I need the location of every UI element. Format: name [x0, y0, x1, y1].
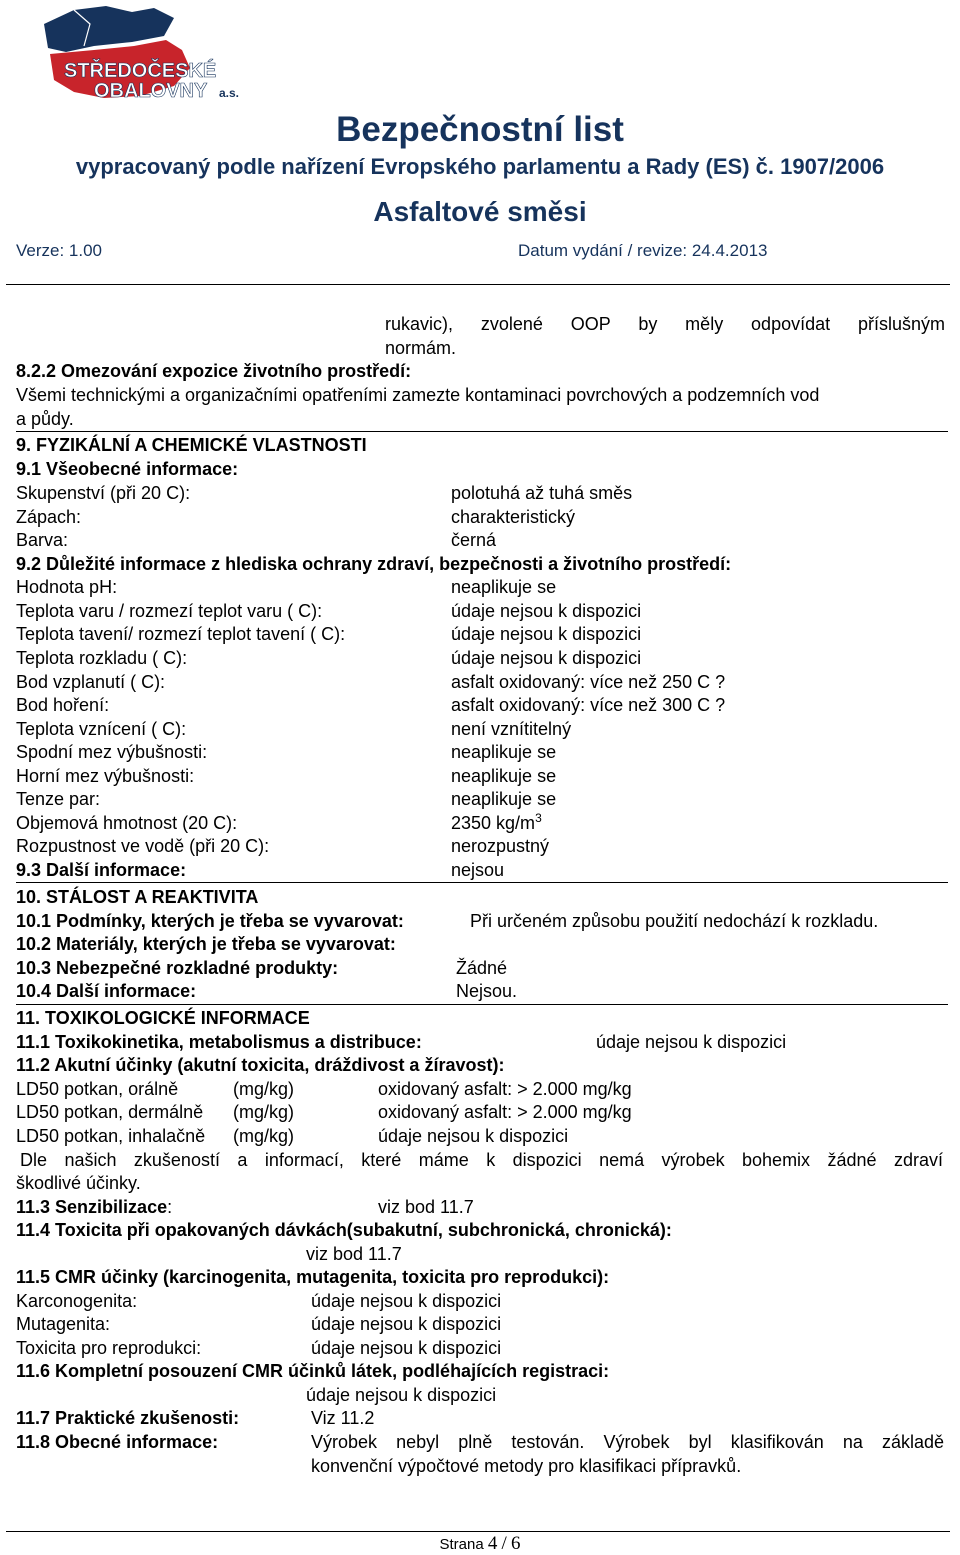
section-10-divider	[16, 882, 948, 883]
section-11-1-value: údaje nejsou k dispozici	[596, 1032, 787, 1052]
property-value: nerozpustný	[451, 836, 550, 856]
header-divider	[6, 284, 950, 285]
property-value: neaplikuje se	[451, 577, 557, 597]
toxicity-note-line1: Dle našich zkušeností a informací, které máme k dispozici nemá výrobek bohemix žádné zdraví	[20, 1150, 943, 1170]
ld50-value: oxidovaný asfalt: > 2.000 mg/kg	[378, 1102, 632, 1122]
document-subtitle: vypracovaný podle nařízení Evropského parlamentu a Rady (ES) č. 1907/2006	[75, 154, 885, 179]
cmr-label: Karconogenita:	[16, 1291, 138, 1311]
section-11-4-heading: 11.4 Toxicita při opakovaných dávkách(subakutní, subchronická, chronická):	[16, 1220, 672, 1240]
section-11-1-label: 11.1 Toxikokinetika, metabolismus a distribuce:	[16, 1032, 422, 1052]
property-label: Teplota vznícení ( C):	[16, 719, 187, 739]
density-unit-superscript: 3	[535, 811, 542, 825]
toxicity-note-line2: škodlivé účinky.	[16, 1173, 141, 1193]
section-10-2-label: 10.2 Materiály, kterých je třeba se vyvarovat:	[16, 934, 396, 954]
density-value: 2350 kg/m	[451, 813, 536, 833]
section-11-8-text-line2: konvenční výpočtové metody pro klasifikaci přípravků.	[311, 1456, 742, 1476]
property-value	[451, 812, 542, 835]
property-label: Rozpustnost ve vodě (při 20 C):	[16, 836, 270, 856]
ld50-unit: (mg/kg)	[233, 1079, 295, 1099]
ld50-unit: (mg/kg)	[233, 1102, 295, 1122]
section-8-2-2-heading: 8.2.2 Omezování expozice životního prostředí:	[16, 361, 412, 381]
issue-date: Datum vydání / revize: 24.4.2013	[518, 241, 768, 260]
section-11-2-heading: 11.2 Akutní účinky (akutní toxicita, dráždivost a žíravost):	[16, 1055, 505, 1075]
ld50-label: LD50 potkan, orálně	[16, 1079, 179, 1099]
property-value: asfalt oxidovaný: více než 250 C ?	[451, 672, 726, 692]
section-8-2-2-text-line2: a půdy.	[16, 409, 74, 429]
property-value: černá	[451, 530, 497, 550]
s8-continuation-line1: rukavic), zvolené OOP by měly odpovídat příslušným	[385, 314, 945, 334]
section-10-4-value: Nejsou.	[456, 981, 518, 1001]
property-value: neaplikuje se	[451, 789, 557, 809]
property-label: Bod hoření:	[16, 695, 110, 715]
cmr-value: údaje nejsou k dispozici	[311, 1338, 502, 1358]
section-9-3-value: nejsou	[451, 860, 505, 880]
company-logo	[14, 2, 264, 102]
property-value: neaplikuje se	[451, 742, 557, 762]
property-label: Skupenství (při 20 C):	[16, 483, 191, 503]
section-11-8-text-line1: Výrobek nebyl plně testován. Výrobek byl klasifikován na základě	[311, 1432, 944, 1452]
property-label: Teplota varu / rozmezí teplot varu ( C):	[16, 601, 323, 621]
property-label: Spodní mez výbušnosti:	[16, 742, 208, 762]
property-value: asfalt oxidovaný: více než 300 C ?	[451, 695, 726, 715]
property-label: Hodnota pH:	[16, 577, 118, 597]
section-11-6-heading: 11.6 Kompletní posouzení CMR účinků látek, podléhajících registraci:	[16, 1361, 610, 1381]
document-title: Bezpečnostní list	[336, 110, 624, 149]
page-total: 6	[511, 1533, 521, 1554]
property-label: Objemová hmotnost (20 C):	[16, 813, 238, 833]
section-10-4-label: 10.4 Další informace:	[16, 981, 197, 1001]
property-value: údaje nejsou k dispozici	[451, 648, 642, 668]
ld50-label: LD50 potkan, dermálně	[16, 1102, 204, 1122]
property-label: Teplota tavení/ rozmezí teplot tavení ( C):	[16, 624, 346, 644]
section-10-heading: 10. STÁLOST A REAKTIVITA	[16, 887, 259, 907]
page-footer	[0, 1534, 960, 1555]
section-10-3-value: Žádné	[456, 958, 508, 978]
section-9-2-heading: 9.2 Důležité informace z hlediska ochrany zdraví, bezpečnosti a životního prostředí:	[16, 554, 732, 574]
property-label: Bod vzplanutí ( C):	[16, 672, 166, 692]
section-8-2-2-text-line1: Všemi technickými a organizačními opatřeními zamezte kontaminaci povrchových a podzemních vod	[16, 385, 820, 405]
section-9-1-heading: 9.1 Všeobecné informace:	[16, 459, 239, 479]
logo-text-line2: OBALOVNY	[94, 80, 208, 102]
property-value: polotuhá až tuhá směs	[451, 483, 633, 503]
section-11-6-value: údaje nejsou k dispozici	[306, 1385, 497, 1405]
property-value: není vznítitelný	[451, 719, 572, 739]
section-11-3-colon: :	[167, 1197, 173, 1217]
page-label: Strana	[439, 1536, 484, 1553]
ld50-unit: (mg/kg)	[233, 1126, 295, 1146]
property-label: Tenze par:	[16, 789, 101, 809]
section-10-3-label: 10.3 Nebezpečné rozkladné produkty:	[16, 958, 339, 978]
footer-divider	[6, 1531, 950, 1532]
section-11-7-value: Viz 11.2	[311, 1408, 375, 1428]
product-name: Asfaltové směsi	[373, 196, 587, 227]
logo-text-suffix: a.s.	[219, 86, 240, 100]
section-11-7-label: 11.7 Praktické zkušenosti:	[16, 1408, 240, 1428]
property-label: Zápach:	[16, 507, 82, 527]
cmr-value: údaje nejsou k dispozici	[311, 1314, 502, 1334]
section-11-3-label-text: 11.3 Senzibilizace	[16, 1197, 168, 1217]
section-11-4-value: viz bod 11.7	[306, 1244, 402, 1264]
section-11-3-label	[16, 1196, 172, 1219]
section-9-3-heading: 9.3 Další informace:	[16, 860, 187, 880]
section-11-5-heading: 11.5 CMR účinky (karcinogenita, mutagenita, toxicita pro reprodukci):	[16, 1267, 610, 1287]
section-10-1-label: 10.1 Podmínky, kterých je třeba se vyvarovat:	[16, 911, 404, 931]
section-9-divider	[16, 431, 948, 432]
section-9-heading: 9. FYZIKÁLNÍ A CHEMICKÉ VLASTNOSTI	[16, 435, 367, 455]
property-label: Teplota rozkladu ( C):	[16, 648, 188, 668]
section-10-1-value: Při určeném způsobu použití nedochází k rozkladu.	[470, 911, 879, 931]
s8-continuation-line2: normám.	[385, 338, 457, 358]
property-value: charakteristický	[451, 507, 576, 527]
version-label: Verze: 1.00	[16, 241, 103, 260]
section-11-3-value: viz bod 11.7	[378, 1197, 474, 1217]
section-11-divider	[16, 1004, 948, 1005]
section-11-heading: 11. TOXIKOLOGICKÉ INFORMACE	[16, 1008, 310, 1028]
page-number: 4	[487, 1533, 498, 1554]
cmr-label: Mutagenita:	[16, 1314, 111, 1334]
ld50-value: oxidovaný asfalt: > 2.000 mg/kg	[378, 1079, 632, 1099]
property-label: Horní mez výbušnosti:	[16, 766, 195, 786]
ld50-label: LD50 potkan, inhalačně	[16, 1126, 206, 1146]
property-value: údaje nejsou k dispozici	[451, 601, 642, 621]
page-separator: /	[501, 1533, 507, 1554]
property-label: Barva:	[16, 530, 69, 550]
property-value: neaplikuje se	[451, 766, 557, 786]
cmr-value: údaje nejsou k dispozici	[311, 1291, 502, 1311]
ld50-value: údaje nejsou k dispozici	[378, 1126, 569, 1146]
property-value: údaje nejsou k dispozici	[451, 624, 642, 644]
logo-text-line1: STŘEDOČESKÉ	[64, 60, 217, 82]
cmr-label: Toxicita pro reprodukci:	[16, 1338, 202, 1358]
section-11-8-label: 11.8 Obecné informace:	[16, 1432, 219, 1452]
